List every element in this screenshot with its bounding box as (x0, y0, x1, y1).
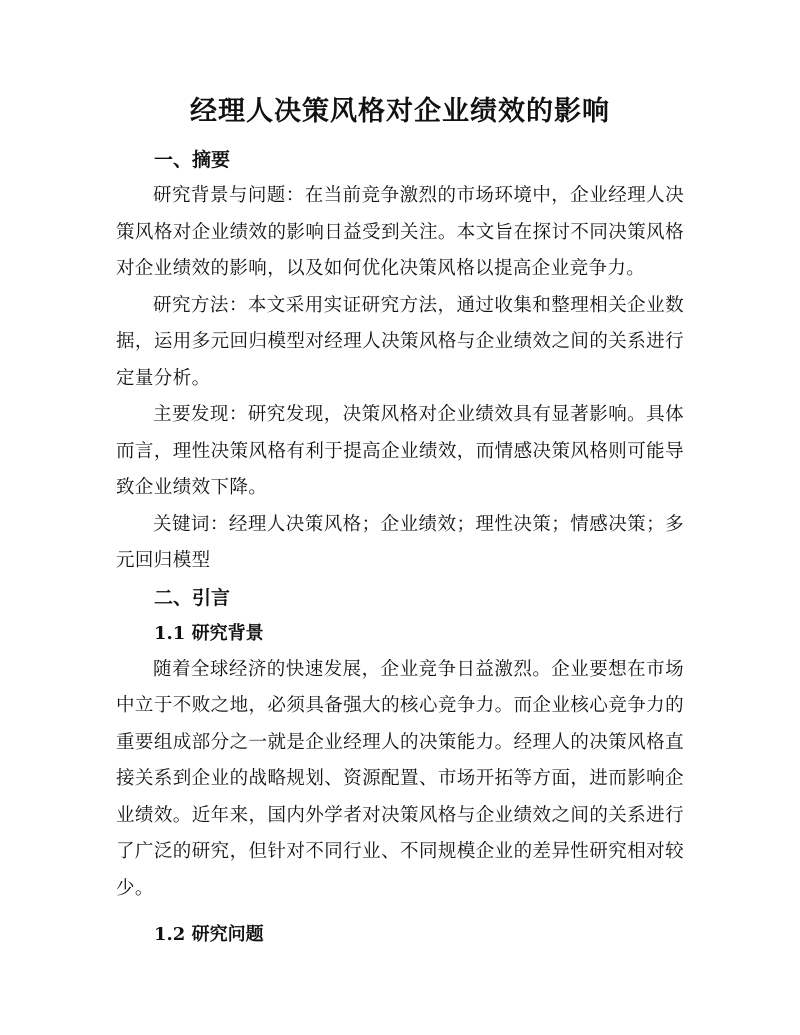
abstract-findings-paragraph: 主要发现：研究发现，决策风格对企业绩效具有显著影响。具体而言，理性决策风格有利于提高企业绩效，而情感决策风格则可能导致企业绩效下降。 (116, 404, 684, 498)
abstract-method-paragraph: 研究方法：本文采用实证研究方法，通过收集和整理相关企业数据，运用多元回归模型对经理人决策风格与企业绩效之间的关系进行定量分析。 (116, 294, 684, 389)
subsection-heading-background: 1.1 研究背景 (154, 622, 264, 644)
subsection-heading-questions: 1.2 研究问题 (154, 924, 264, 945)
spacer (116, 907, 684, 917)
section-heading-abstract: 一、摘要 (154, 149, 231, 171)
section-heading-introduction: 二、引言 (154, 586, 231, 609)
background-paragraph: 随着全球经济的快速发展，企业竞争日益激烈。企业要想在市场中立于不败之地，必须具备强大的核心竞争力。而企业核心竞争力的重要组成部分之一就是企业经理人的决策能力。经理人的决策风格直接关系到企业的战略规划、资源配置、市场开拓等方面，进而影响企业绩效。近年来，国内外学者对决策风格与企业绩效之间的关系进行了广泛的研究，但针对不同行业、不同规模企业的差异性研究相对较少。 (116, 658, 684, 899)
abstract-background-paragraph: 研究背景与问题：在当前竞争激烈的市场环境中，企业经理人决策风格对企业绩效的影响日益受到关注。本文旨在探讨不同决策风格对企业绩效的影响，以及如何优化决策风格以提高企业竞争力。 (116, 185, 684, 279)
keywords-paragraph: 关键词：经理人决策风格；企业绩效；理性决策；情感决策；多元回归模型 (116, 513, 684, 571)
document-title: 经理人决策风格对企业绩效的影响 (190, 96, 610, 127)
